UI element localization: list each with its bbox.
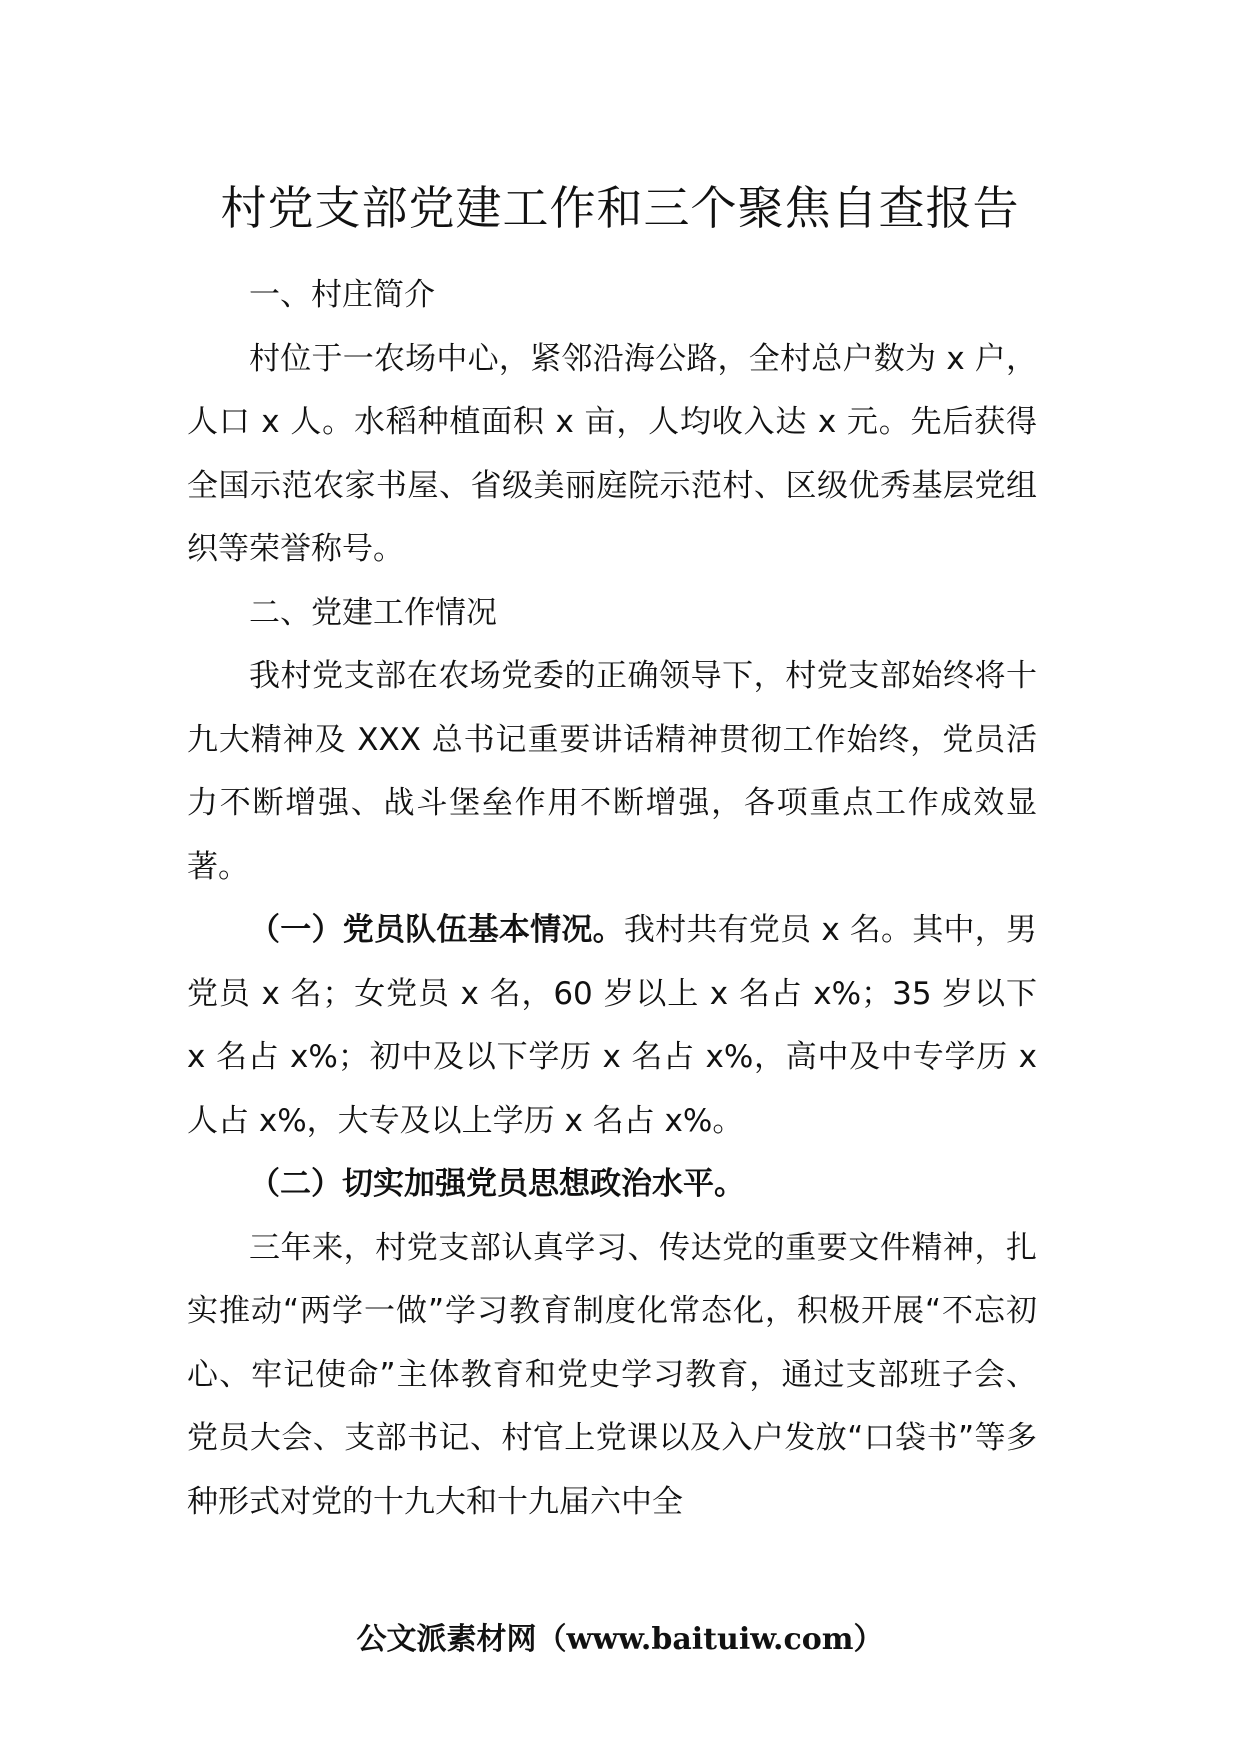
subheading-member-overview: （一）党员队伍基本情况。 bbox=[249, 912, 624, 948]
paragraph-village-intro: 村位于一农场中心，紧邻沿海公路，全村总户数为 x 户，人口 x 人。水稻种植面积 x 亩，人均收入达 x 元。先后获得全国示范农家书屋、省级美丽庭院示范村、区级优秀基层党组织等荣誉称号。 bbox=[187, 340, 1037, 567]
subheading-political-level: （二）切实加强党员思想政治水平。 bbox=[249, 1166, 745, 1202]
document-body bbox=[187, 264, 1037, 1534]
footer-watermark: 公文派素材网（www.baituiw.com） bbox=[356, 1622, 884, 1657]
member-overview-text: 我村共有党员 x 名。其中，男党员 x 名；女党员 x 名，60 岁以上 x 名占 x%；35 岁以下 x 名占 x%；初中及以下学历 x 名占 x%，高中及中专学历 x 人占 x%，大专及以上学历 x 名占 x%。 bbox=[187, 912, 1037, 1139]
document-title: 村党支部党建工作和三个聚焦自查报告 bbox=[220, 181, 1020, 235]
paragraph-party-work: 我村党支部在农场党委的正确领导下，村党支部始终将十九大精神及 XXX 总书记重要讲话精神贯彻工作始终，党员活力不断增强、战斗堡垒作用不断增强，各项重点工作成效显著。 bbox=[187, 658, 1037, 885]
section-heading-party-work: 二、党建工作情况 bbox=[249, 594, 497, 631]
paragraph-political-level: 三年来，村党支部认真学习、传达党的重要文件精神，扎实推动“两学一做”学习教育制度化常态化，积极开展“不忘初心、牢记使命”主体教育和党史学习教育，通过支部班子会、党员大会、支部书记、村官上党课以及入户发放“口袋书”等多种形式对党的十九大和十九届六中全 bbox=[187, 1229, 1037, 1520]
paragraph-member-overview bbox=[187, 899, 1037, 1153]
section-heading-village-intro: 一、村庄简介 bbox=[249, 277, 435, 313]
